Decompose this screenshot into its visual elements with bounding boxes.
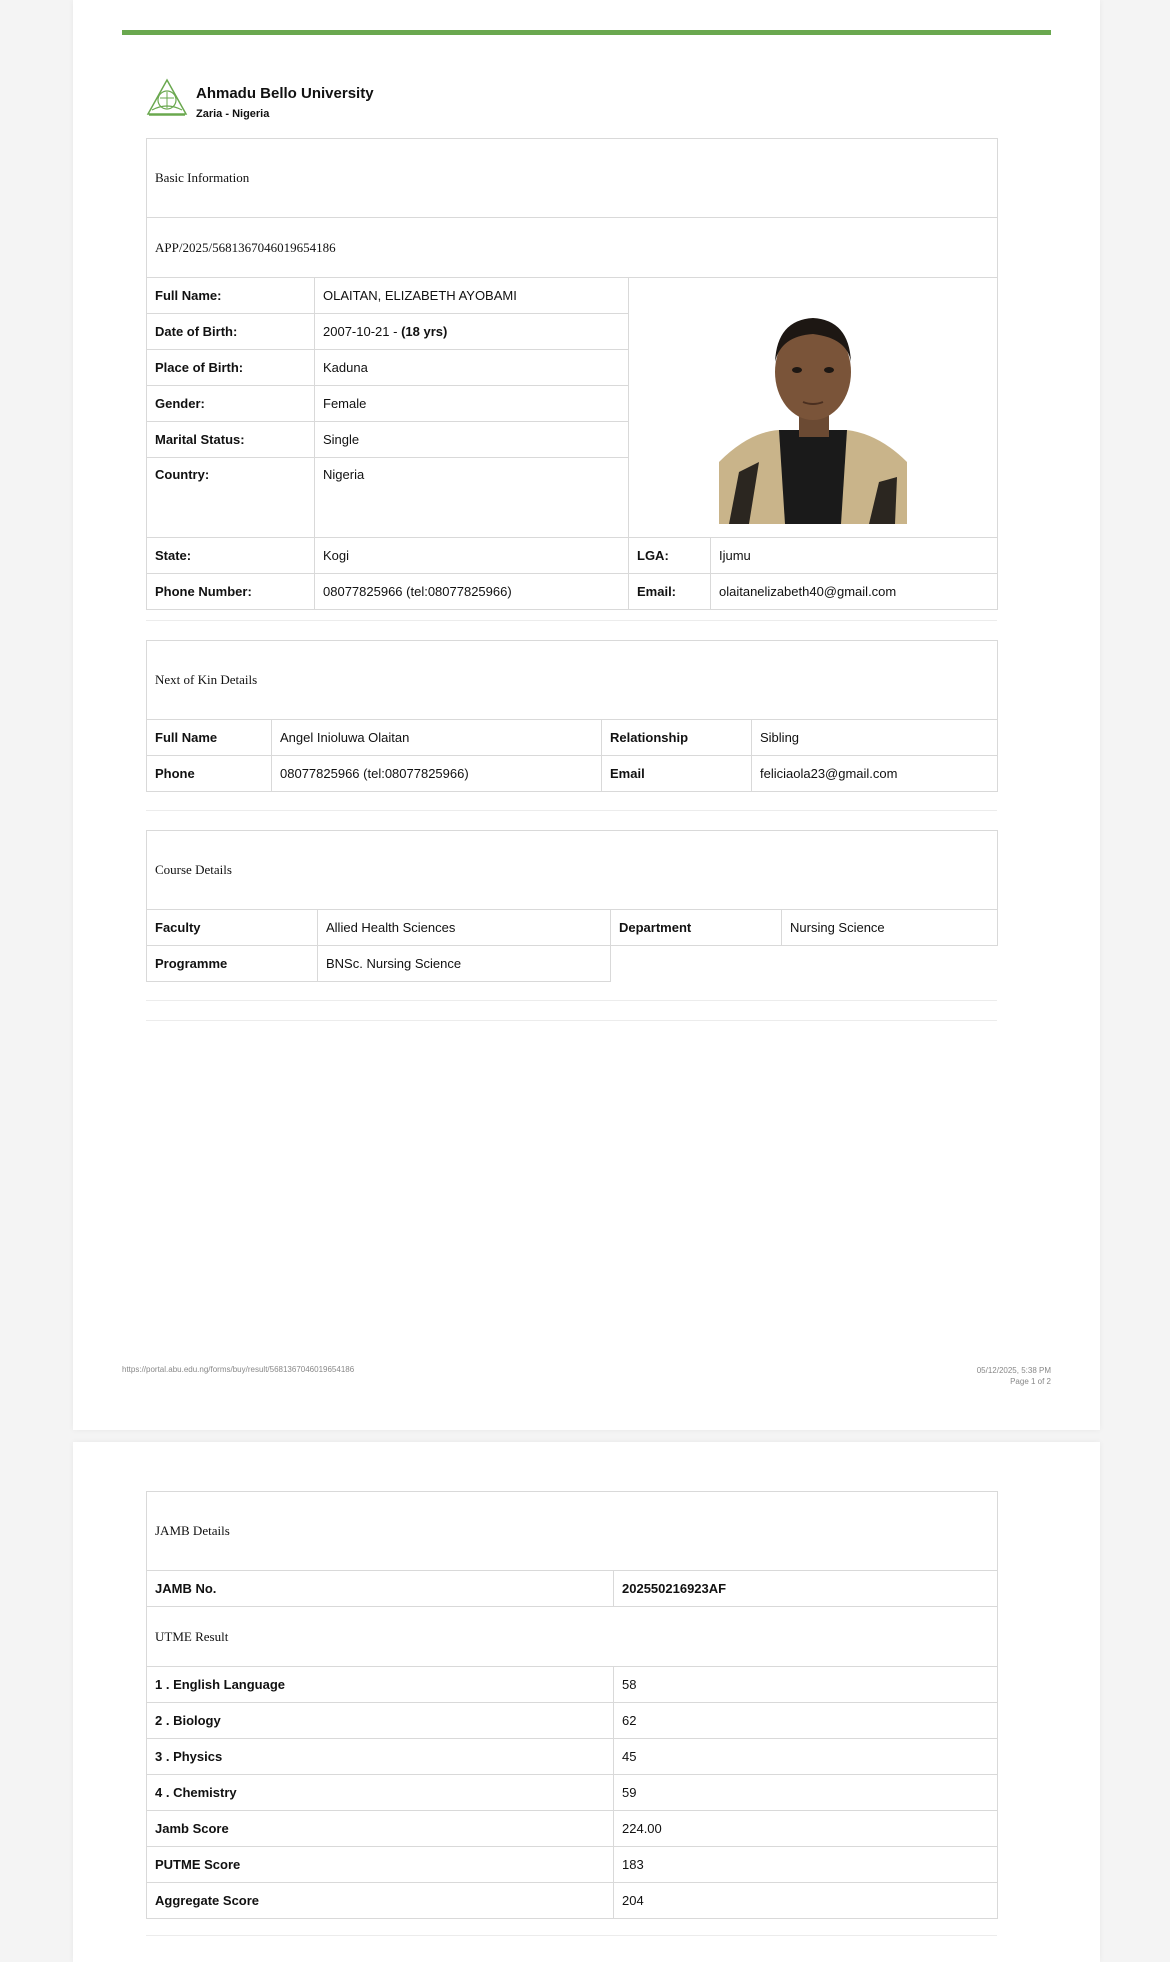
jamb-no-value: 202550216923AF <box>614 1571 998 1607</box>
department-label: Department <box>611 910 782 946</box>
gender-label: Gender: <box>147 386 315 422</box>
programme-label: Programme <box>147 946 318 982</box>
kin-relationship-value: Sibling <box>752 720 998 756</box>
footer-meta <box>977 1365 1051 1387</box>
jamb-score-value: 224.00 <box>614 1811 998 1847</box>
aggregate-score-label: Aggregate Score <box>147 1883 614 1919</box>
kin-name-value: Angel Inioluwa Olaitan <box>272 720 602 756</box>
country-label: Country: <box>147 458 315 538</box>
course-details-table <box>146 830 998 982</box>
putme-score-value: 183 <box>614 1847 998 1883</box>
footer-url: https://portal.abu.edu.ng/forms/buy/result/5681367046019654186 <box>122 1365 355 1374</box>
full-name-label: Full Name: <box>147 278 315 314</box>
footer-page-number: Page 1 of 2 <box>1010 1377 1051 1386</box>
pob-value: Kaduna <box>315 350 629 386</box>
state-label: State: <box>147 538 315 574</box>
subject-score: 62 <box>614 1703 998 1739</box>
subject-name: 4 . Chemistry <box>147 1775 614 1811</box>
kin-relationship-label: Relationship <box>602 720 752 756</box>
university-location: Zaria - Nigeria <box>196 108 270 120</box>
subject-name: 3 . Physics <box>147 1739 614 1775</box>
country-value: Nigeria <box>315 458 629 538</box>
kin-phone-label: Phone <box>147 756 272 792</box>
university-crest-icon <box>146 78 188 118</box>
gender-value: Female <box>315 386 629 422</box>
dob-label: Date of Birth: <box>147 314 315 350</box>
section-divider <box>146 620 997 621</box>
subject-score: 45 <box>614 1739 998 1775</box>
programme-value: BNSc. Nursing Science <box>318 946 611 982</box>
university-name: Ahmadu Bello University <box>196 85 374 102</box>
phone-label: Phone Number: <box>147 574 315 610</box>
section-divider <box>146 1935 997 1936</box>
course-details-title: Course Details <box>147 831 998 910</box>
utme-result-title: UTME Result <box>147 1607 998 1667</box>
section-divider <box>146 1000 997 1001</box>
lga-label: LGA: <box>629 538 711 574</box>
full-name-value: OLAITAN, ELIZABETH AYOBAMI <box>315 278 629 314</box>
dob-date: 2007-10-21 - <box>323 324 402 339</box>
header-accent-bar <box>122 30 1051 35</box>
passport-photo <box>719 292 907 524</box>
next-of-kin-title: Next of Kin Details <box>147 641 998 720</box>
subject-score: 59 <box>614 1775 998 1811</box>
subject-score: 58 <box>614 1667 998 1703</box>
putme-score-label: PUTME Score <box>147 1847 614 1883</box>
document-page-2 <box>73 1442 1100 1962</box>
jamb-details-table <box>146 1491 998 1919</box>
faculty-label: Faculty <box>147 910 318 946</box>
kin-email-value[interactable]: feliciaola23@gmail.com <box>752 756 998 792</box>
faculty-value: Allied Health Sciences <box>318 910 611 946</box>
pob-label: Place of Birth: <box>147 350 315 386</box>
subject-name: 1 . English Language <box>147 1667 614 1703</box>
basic-information-title: Basic Information <box>147 139 998 218</box>
age-value: (18 yrs) <box>401 324 448 339</box>
section-divider <box>146 1020 997 1021</box>
kin-email-label: Email <box>602 756 752 792</box>
dob-value <box>315 314 629 350</box>
aggregate-score-value: 204 <box>614 1883 998 1919</box>
jamb-details-title: JAMB Details <box>147 1492 998 1571</box>
email-value[interactable]: olaitanelizabeth40@gmail.com <box>711 574 998 610</box>
jamb-score-label: Jamb Score <box>147 1811 614 1847</box>
lga-value: Ijumu <box>711 538 998 574</box>
section-divider <box>146 810 997 811</box>
jamb-no-label: JAMB No. <box>147 1571 614 1607</box>
document-page-1 <box>73 0 1100 1430</box>
state-value: Kogi <box>315 538 629 574</box>
application-number: APP/2025/5681367046019654186 <box>147 218 998 278</box>
phone-value[interactable]: 08077825966 (tel:08077825966) <box>315 574 629 610</box>
marital-value: Single <box>315 422 629 458</box>
empty-cell <box>611 946 998 982</box>
basic-information-table <box>146 138 998 610</box>
kin-name-label: Full Name <box>147 720 272 756</box>
passport-photo-cell <box>629 278 998 538</box>
next-of-kin-table <box>146 640 998 792</box>
kin-phone-value[interactable]: 08077825966 (tel:08077825966) <box>272 756 602 792</box>
email-label: Email: <box>629 574 711 610</box>
footer-datetime: 05/12/2025, 5:38 PM <box>976 1366 1051 1375</box>
department-value: Nursing Science <box>782 910 998 946</box>
subject-name: 2 . Biology <box>147 1703 614 1739</box>
marital-label: Marital Status: <box>147 422 315 458</box>
